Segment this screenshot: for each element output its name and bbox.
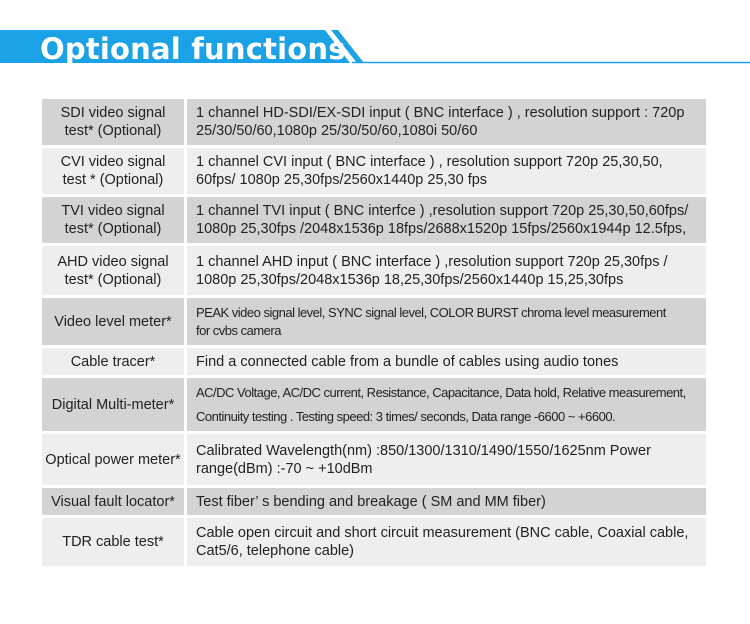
row-value: Test fiber’ s bending and breakage ( SM and MM fiber) xyxy=(187,488,706,515)
table-row xyxy=(42,518,706,566)
table-row xyxy=(42,148,706,194)
row-value: PEAK video signal level, SYNC signal level, COLOR BURST chroma level measurement for cvbs camera xyxy=(187,298,706,345)
row-value: 1 channel CVI input ( BNC interface ) , resolution support 720p 25,30,50, 60fps/ 1080p 25,30fps/2560x1440p 25,30 fps xyxy=(187,148,706,194)
row-label: Visual fault locator* xyxy=(42,488,184,515)
row-value: AC/DC Voltage, AC/DC current, Resistance, Capacitance, Data hold, Relative measurement, Continuity testing . Testing speed: 3 times/ seconds, Data range -6600 ~ +6600. xyxy=(187,378,706,431)
functions-table xyxy=(42,99,706,569)
row-value: Calibrated Wavelength(nm) :850/1300/1310/1490/1550/1625nm Power range(dBm) :-70 ~ +10dBm xyxy=(187,434,706,485)
row-label: AHD video signal test* (Optional) xyxy=(42,246,184,295)
table-row xyxy=(42,99,706,145)
row-label: Cable tracer* xyxy=(42,348,184,375)
row-label: Digital Multi-meter* xyxy=(42,378,184,431)
table-row xyxy=(42,488,706,515)
row-label: Video level meter* xyxy=(42,298,184,345)
table-row xyxy=(42,378,706,431)
row-label: CVI video signal test * (Optional) xyxy=(42,148,184,194)
page-title: Optional functions xyxy=(40,32,346,66)
table-row xyxy=(42,197,706,243)
row-label: TDR cable test* xyxy=(42,518,184,566)
row-value: 1 channel AHD input ( BNC interface ) ,resolution support 720p 25,30fps / 1080p 25,30fps/2048x1536p 18,25,30fps/2560x1440p 15,25,30fps xyxy=(187,246,706,295)
table-row xyxy=(42,434,706,485)
table-row xyxy=(42,348,706,375)
section-banner xyxy=(0,30,750,70)
row-label: TVI video signal test* (Optional) xyxy=(42,197,184,243)
table-row xyxy=(42,298,706,345)
row-value: 1 channel TVI input ( BNC interfce ) ,resolution support 720p 25,30,50,60fps/ 1080p 25,30fps /2048x1536p 18fps/2688x1520p 15fps/2560x1944p 12.5fps, xyxy=(187,197,706,243)
row-value: Find a connected cable from a bundle of cables using audio tones xyxy=(187,348,706,375)
row-label: SDI video signal test* (Optional) xyxy=(42,99,184,145)
row-value: 1 channel HD-SDI/EX-SDI input ( BNC interface ) , resolution support : 720p 25/30/50/60,1080p 25/30/50/60,1080i 50/60 xyxy=(187,99,706,145)
row-value: Cable open circuit and short circuit measurement (BNC cable, Coaxial cable, Cat5/6, telephone cable) xyxy=(187,518,706,566)
table-row xyxy=(42,246,706,295)
row-label: Optical power meter* xyxy=(42,434,184,485)
